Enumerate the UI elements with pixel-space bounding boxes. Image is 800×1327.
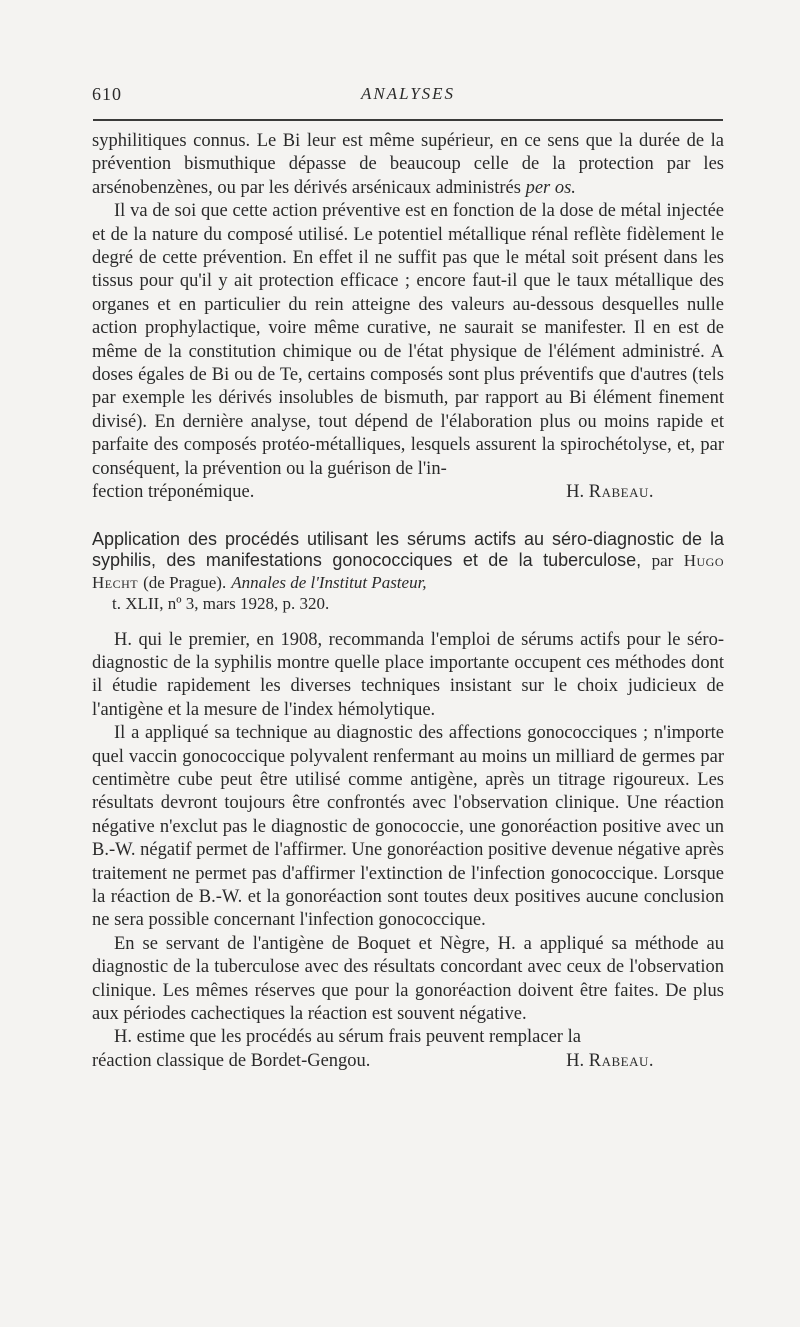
article1-paragraph-2: Il va de soi que cette action préventive est en fonction de la dose de métal injectée et de la nature du composé utilisé. Le potentiel métallique rénal reflète fidèlement le degré de cette prévention. En effet il ne suffit pas que le métal soit présent dans les tissus pour qu'il y ait protection efficace ; encore faut-il que le taux métallique des organes et en particulier du rein atteigne des valeurs au-dessous desquelles nulle action prophylactique, voire même curative, ne saurait se manifester. Il en est de même de la constitution chimique ou de l'état physique de l'élément administré. A doses égales de Bi ou de Te, certains composés sont plus préventifs que d'autres (tels par exemple les dérivés insolubles de bismuth, par rapport au Bi élément finement divisé). En dernière analyse, tout dépend de l'élaboration plus ou moins rapide et parfaite des composés protéo-métalliques, lesquels assurent la spirochétolyse, et, par conséquent, la prévention ou la guérison de l'in- bbox=[92, 201, 724, 479]
text-column bbox=[92, 130, 724, 1073]
page-header bbox=[92, 84, 724, 112]
page-number: 610 bbox=[92, 84, 122, 104]
article2-paragraph-4: H. estime que les procédés au sérum frais peuvent remplacer la bbox=[114, 1027, 581, 1048]
article2-heading: Application des procédés utilisant les sérums actifs au séro-diagnostic de la syphilis, des manifestations gonococciques et de la tuberculose, par Hugo Hecht (de Prague). Annales de l'Institut Pasteur, t. XLII, nº 3, mars 1928, p. 320. bbox=[92, 528, 724, 613]
article2-paragraph-1: H. qui le premier, en 1908, recommanda l'emploi de sérums actifs pour le séro-diagnostic de la syphilis montre quelle place importante occupent ces méthodes dont il étudie rapidement les diverses techniques insistant sur le choix judicieux de l'antigène et la mesure de l'index hémolytique. bbox=[92, 629, 724, 720]
article2-closing-line bbox=[92, 1050, 724, 1073]
article2-signature: H. Rabeau. bbox=[566, 1050, 654, 1071]
article1-closing-line bbox=[92, 481, 724, 504]
latin-phrase: per os. bbox=[525, 177, 576, 198]
header-rule bbox=[93, 119, 723, 121]
article2-author: Hugo Hecht bbox=[92, 551, 724, 592]
article2-paragraph-2: Il a appliqué sa technique au diagnostic des affections gonococciques ; n'importe quel vaccin gonococcique polyvalent renfermant au moins un milliard de germes par centimètre cube peut être utilisé comme antigène, après un titrage rigoureux. Les résultats devront toujours être confrontés avec l'observation clinique. Une réaction négative n'exclut pas le diagnostic de gonococcie, une gonoréaction positive avec un B.-W. négatif permet de l'affirmer. Une gonoréaction positive devenue négative après traitement ne permet pas d'affirmer l'extinction de l'infection gonococcique. Lorsque la réaction de B.-W. et la gonoréaction sont toutes deux positives aucune conclusion ne sera possible concernant l'infection gonococcique. bbox=[92, 723, 724, 931]
article2-journal: Annales de l'Institut Pasteur, bbox=[231, 572, 427, 592]
article1-signature: H. Rabeau. bbox=[566, 482, 654, 503]
article1-last-line: fection tréponémique. bbox=[92, 482, 255, 503]
article2-body bbox=[92, 629, 724, 1074]
article2-title: Application des procédés utilisant les sérums actifs au séro-diagnostic de la syphilis, des manifestations gonococciques et de la tuberculose, bbox=[92, 528, 724, 570]
article2-paragraph-3: En se servant de l'antigène de Boquet et Nègre, H. a appliqué sa méthode au diagnostic de la tuberculose avec des résultats concordant avec ceux de l'observation clinique. Les mêmes réserves que pour la gonoréaction doivent être faites. De plus aux périodes cachectiques la réaction est souvent négative. bbox=[92, 933, 724, 1024]
running-title: ANALYSES bbox=[360, 84, 456, 103]
article2-volume: t. XLII, nº 3, mars 1928, p. 320. bbox=[112, 594, 330, 613]
article1-paragraph-1: syphilitiques connus. Le Bi leur est même supérieur, en ce sens que la durée de la prévention bismuthique dépasse de beaucoup celle de la protection par les arsénobenzènes, ou par les dérivés arsénicaux administrés per os. bbox=[92, 131, 724, 198]
article2-last-line: réaction classique de Bordet-Gengou. bbox=[92, 1050, 371, 1071]
